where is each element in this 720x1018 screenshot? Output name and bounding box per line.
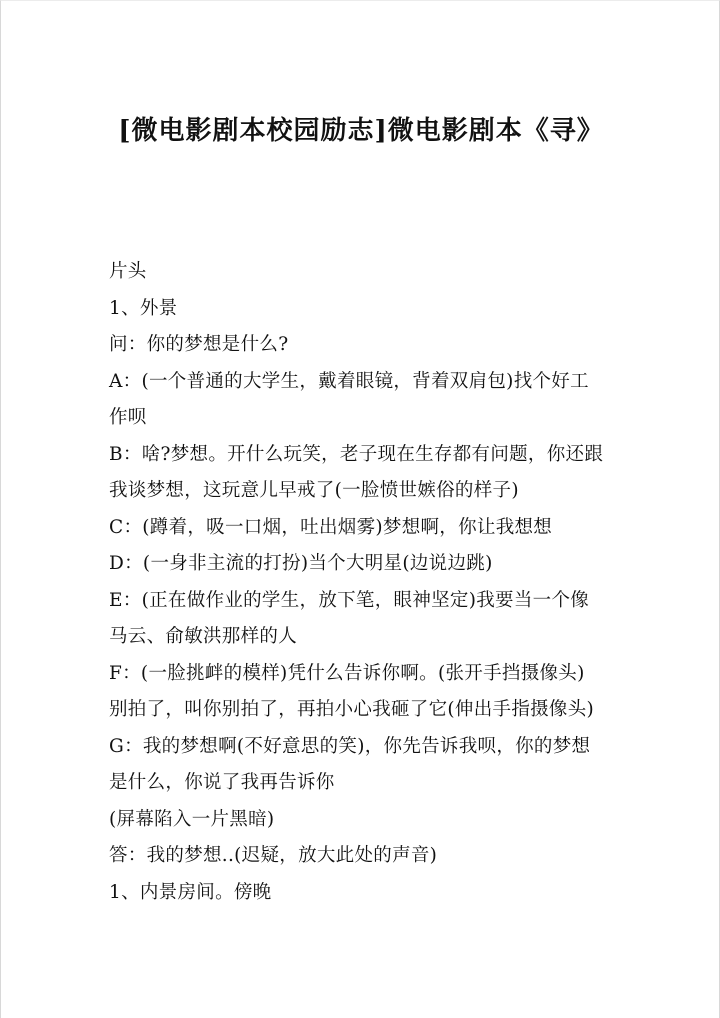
script-line: (屏幕陷入一片黑暗) [109, 808, 275, 830]
script-line: 1、外景 [109, 297, 178, 319]
script-line: A：(一个普通的大学生，戴着眼镜，背着双肩包)找个好工 [109, 370, 589, 392]
script-line: 别拍了，叫你别拍了，再拍小心我砸了它(伸出手指摄像头) [109, 699, 595, 720]
script-line: 片头 [109, 261, 147, 282]
script-line: 是什么，你说了我再告诉你 [109, 772, 335, 793]
script-line: 我谈梦想，这玩意儿早戒了(一脸愤世嫉俗的样子) [109, 480, 519, 501]
script-line: D：(一身非主流的打扮)当个大明星(边说边跳) [109, 553, 493, 574]
script-body [109, 254, 623, 911]
script-line: B：啥?梦想。开什么玩笑，老子现在生存都有问题，你还跟 [109, 443, 604, 465]
script-line: C：(蹲着，吸一口烟，吐出烟雾)梦想啊，你让我想想 [109, 516, 553, 538]
script-line: 马云、俞敏洪那样的人 [109, 626, 298, 647]
script-line: E：(正在做作业的学生，放下笔，眼神坚定)我要当一个像 [109, 589, 590, 611]
script-line: 作呗 [109, 407, 147, 428]
script-line: 答：我的梦想..(迟疑，放大此处的声音) [109, 845, 438, 866]
script-line: 1、内景房间。傍晚 [109, 881, 272, 903]
script-line: 问：你的梦想是什么? [109, 334, 289, 355]
script-line: G：我的梦想啊(不好意思的笑)，你先告诉我呗，你的梦想 [109, 735, 591, 757]
script-line: F：(一脸挑衅的模样)凭什么告诉你啊。(张开手挡摄像头) [109, 662, 585, 684]
document-title: [微电影剧本校园励志]微电影剧本《寻》 [118, 116, 604, 146]
